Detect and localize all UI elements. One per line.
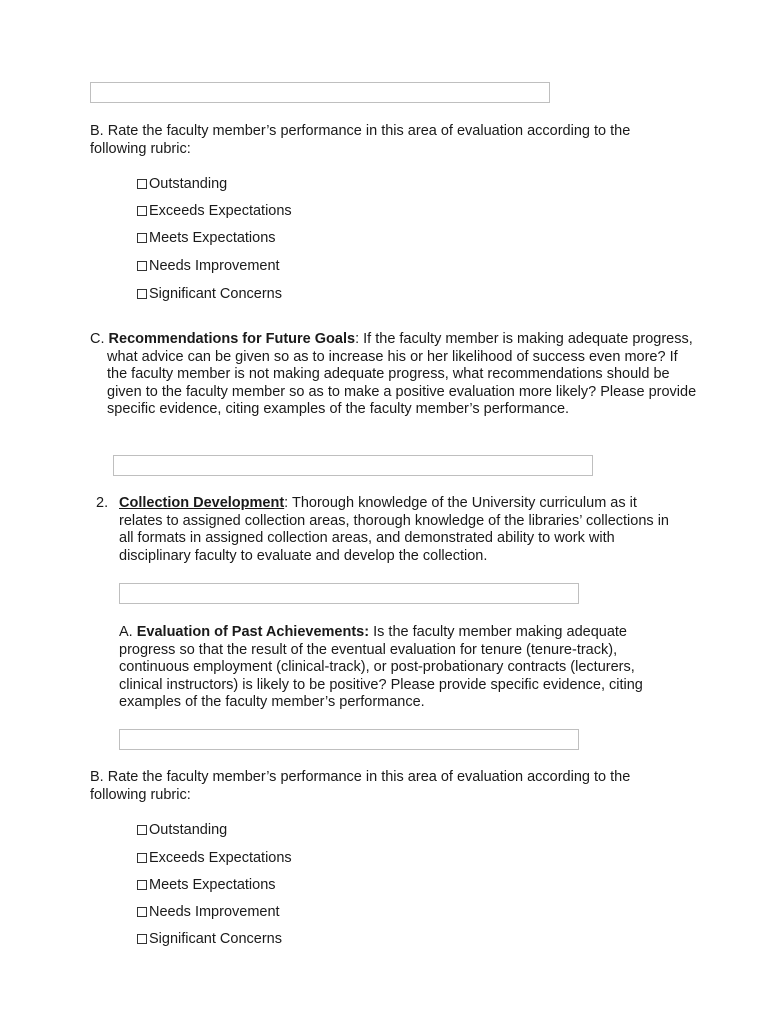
checkbox[interactable] xyxy=(137,233,147,243)
rubric-option-needs-improvement-2[interactable] xyxy=(137,904,280,921)
response-field-top[interactable] xyxy=(90,82,550,103)
response-field-c[interactable] xyxy=(113,455,593,476)
rubric-option-exceeds-2[interactable] xyxy=(137,850,292,867)
checkbox[interactable] xyxy=(137,206,147,216)
section-a-heading: Evaluation of Past Achievements: xyxy=(136,624,370,640)
checkbox[interactable] xyxy=(137,261,147,271)
rubric-option-exceeds[interactable] xyxy=(137,203,292,220)
rubric-option-significant-concerns-2[interactable] xyxy=(137,931,282,948)
option-label: Outstanding xyxy=(149,822,228,838)
option-label: Outstanding xyxy=(149,176,228,192)
item-2-text: : Thorough knowledge of the University curriculum as it relates to assigned collection areas, thorough knowledge of the libraries’ collections in all formats in assigned collection areas, and demonstrated ability to work with disciplinary faculty to evaluate and develop the collection. xyxy=(119,495,669,564)
checkbox[interactable] xyxy=(137,179,147,189)
rubric-option-needs-improvement[interactable] xyxy=(137,258,280,275)
item-2 xyxy=(119,495,684,565)
option-label: Needs Improvement xyxy=(149,258,280,274)
response-field-item-2[interactable] xyxy=(119,583,579,604)
rubric-option-meets-2[interactable] xyxy=(137,877,276,894)
response-field-a[interactable] xyxy=(119,729,579,750)
checkbox[interactable] xyxy=(137,853,147,863)
section-a-prefix: A. xyxy=(119,624,137,640)
option-label: Significant Concerns xyxy=(149,931,282,947)
section-c-prefix: C. xyxy=(90,331,109,347)
checkbox[interactable] xyxy=(137,880,147,890)
section-c-heading: Recommendations for Future Goals xyxy=(108,331,356,347)
rubric-option-outstanding[interactable] xyxy=(137,176,227,193)
section-a-text: Is the faculty member making adequate progress so that the result of the eventual evaluation for tenure (tenure-track), continuous employment (clinical-track), or post-probationary contracts (lecturers, clinical instructors) is likely to be positive? Please provide specific evidence, citing examples of the faculty member’s performance. xyxy=(119,624,643,711)
rubric-intro: B. Rate the faculty member’s performance in this area of evaluation according to the following rubric: xyxy=(90,123,631,157)
rubric-option-outstanding-2[interactable] xyxy=(137,822,227,839)
checkbox[interactable] xyxy=(137,934,147,944)
checkbox[interactable] xyxy=(137,907,147,917)
option-label: Exceeds Expectations xyxy=(149,203,292,219)
option-label: Exceeds Expectations xyxy=(149,850,292,866)
option-label: Meets Expectations xyxy=(149,877,276,893)
option-label: Needs Improvement xyxy=(149,904,280,920)
option-label: Significant Concerns xyxy=(149,286,282,302)
rubric-option-significant-concerns[interactable] xyxy=(137,286,282,303)
item-2-number: 2. xyxy=(96,495,109,511)
section-a xyxy=(119,624,679,712)
checkbox[interactable] xyxy=(137,289,147,299)
rubric-intro-2: B. Rate the faculty member’s performance in this area of evaluation according to the following rubric: xyxy=(90,769,631,803)
rubric-option-meets[interactable] xyxy=(137,230,276,247)
section-c-text: : If the faculty member is making adequate progress, what advice can be given so as to increase his or her likelihood of success even more? If the faculty member is not making adequate progress, what recommendations should be given to the faculty member so as to make a positive evaluation more likely? Please provide specific evidence, citing examples of the faculty member’s performance. xyxy=(107,331,697,418)
item-2-heading: Collection Development xyxy=(119,495,285,511)
section-c xyxy=(90,331,697,419)
option-label: Meets Expectations xyxy=(149,230,276,246)
checkbox[interactable] xyxy=(137,825,147,835)
